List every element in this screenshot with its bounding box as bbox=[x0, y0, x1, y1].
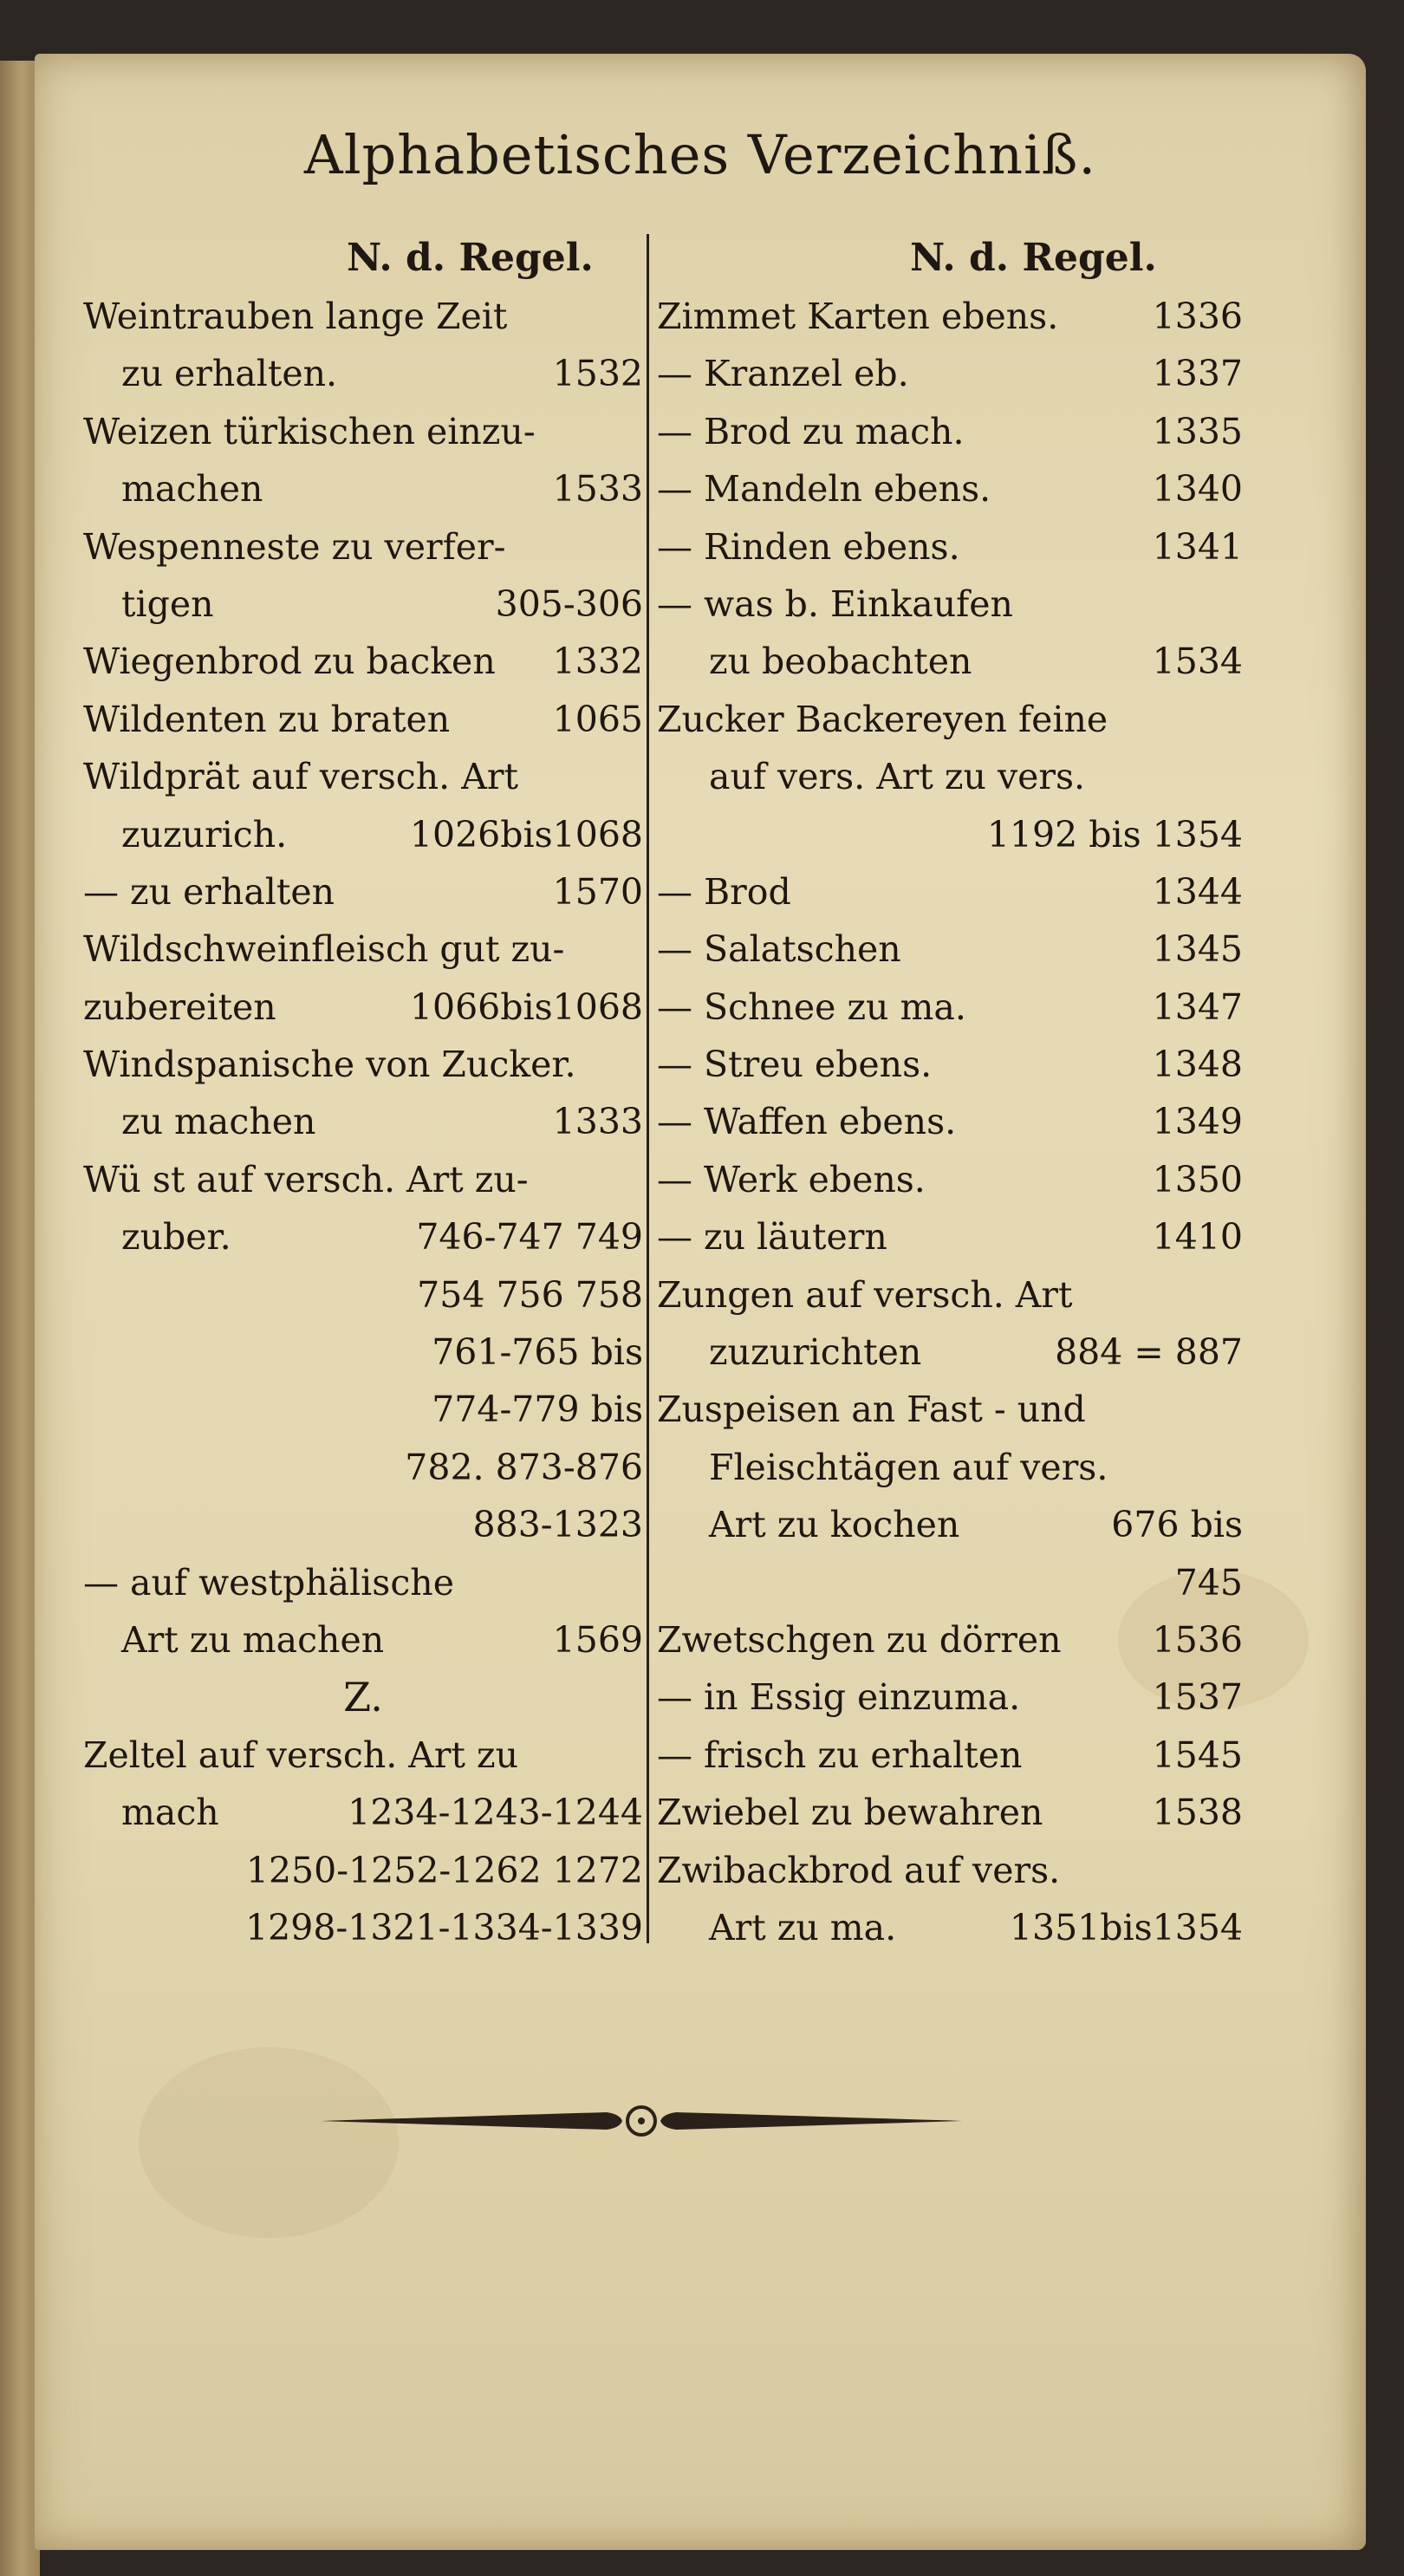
index-entry bbox=[657, 1496, 1243, 1553]
index-entry bbox=[83, 1381, 643, 1438]
index-entry bbox=[83, 1151, 643, 1208]
entry-text: Weizen türkischen einzu- bbox=[83, 410, 536, 452]
index-entry bbox=[83, 1899, 643, 1956]
entry-text: Art zu machen bbox=[121, 1618, 385, 1661]
index-entry bbox=[83, 691, 643, 748]
entry-text: — was b. Einkaufen bbox=[657, 582, 1013, 625]
entry-text: Zwiebel zu bewahren bbox=[657, 1792, 1043, 1834]
index-entry bbox=[657, 1439, 1243, 1496]
right-column-header: N. d. Regel. bbox=[910, 236, 1157, 280]
index-entry bbox=[83, 1554, 643, 1611]
entry-rule-number: 1348 bbox=[1152, 1044, 1243, 1086]
index-entry bbox=[657, 1611, 1243, 1669]
entry-rule-number: 1026bis1068 bbox=[409, 813, 643, 855]
index-entry bbox=[83, 1669, 643, 1726]
index-entry bbox=[83, 1093, 643, 1150]
index-entry bbox=[83, 345, 643, 402]
entry-rule-number: 1536 bbox=[1152, 1618, 1243, 1661]
entry-rule-number: 745 bbox=[1174, 1561, 1243, 1603]
column-divider bbox=[647, 234, 649, 1943]
entry-text: mach bbox=[121, 1792, 219, 1834]
entry-text: Art zu ma. bbox=[709, 1906, 897, 1948]
index-entry bbox=[657, 1727, 1243, 1784]
entry-rule-number: 1410 bbox=[1152, 1216, 1243, 1259]
entry-text: Art zu kochen bbox=[709, 1504, 960, 1546]
index-entry bbox=[657, 1151, 1243, 1208]
index-entry bbox=[83, 1611, 643, 1669]
entry-text: zubereiten bbox=[83, 986, 276, 1028]
index-entry bbox=[83, 576, 643, 633]
index-entry bbox=[83, 1784, 643, 1841]
index-entry bbox=[83, 1842, 643, 1899]
entry-rule-number: 1332 bbox=[552, 641, 643, 683]
entry-rule-number: 1341 bbox=[1152, 525, 1243, 568]
entry-text: Zwibackbrod auf vers. bbox=[657, 1849, 1061, 1891]
index-entry bbox=[83, 1727, 643, 1784]
index-entry bbox=[657, 1784, 1243, 1841]
entry-text: — auf westphälische bbox=[83, 1561, 454, 1603]
entry-rule-number: 1347 bbox=[1152, 986, 1243, 1028]
left-column bbox=[83, 288, 643, 1956]
index-entry bbox=[83, 1266, 643, 1324]
entry-text: zu machen bbox=[121, 1101, 316, 1143]
entry-rule-number: 1336 bbox=[1152, 296, 1243, 337]
entry-text: Zungen auf versch. Art bbox=[657, 1273, 1073, 1316]
index-entry bbox=[83, 460, 643, 517]
index-entry bbox=[657, 460, 1243, 517]
entry-rule-number: 1335 bbox=[1152, 410, 1243, 452]
entry-rule-number: 1333 bbox=[552, 1101, 643, 1143]
index-entry bbox=[657, 633, 1243, 690]
entry-text: — Rinden ebens. bbox=[657, 525, 960, 568]
entry-text: zuzurichten bbox=[709, 1331, 922, 1374]
entry-text: zu beobachten bbox=[709, 641, 972, 683]
index-entry bbox=[83, 518, 643, 576]
entry-text: Wü st auf versch. Art zu- bbox=[83, 1158, 529, 1200]
entry-rule-number: 1545 bbox=[1152, 1734, 1243, 1776]
index-entry bbox=[83, 1208, 643, 1265]
entry-text: zuber. bbox=[121, 1216, 231, 1259]
entry-rule-number: 1250-1252-1262 1272 bbox=[245, 1849, 643, 1891]
entry-text: — Mandeln ebens. bbox=[657, 468, 991, 511]
index-entry bbox=[83, 288, 643, 345]
entry-rule-number: 774-779 bis bbox=[432, 1389, 643, 1431]
entry-rule-number: 884 = 887 bbox=[1055, 1331, 1243, 1374]
entry-text: zuzurich. bbox=[121, 813, 288, 855]
entry-text: tigen bbox=[121, 582, 214, 625]
entry-text: — Salatschen bbox=[657, 928, 901, 971]
entry-rule-number: 1569 bbox=[552, 1618, 643, 1661]
entry-rule-number: 746-747 749 bbox=[416, 1216, 643, 1259]
entry-text: Zuspeisen an Fast - und bbox=[657, 1389, 1086, 1431]
entry-text: Zucker Backereyen feine bbox=[657, 698, 1108, 740]
entry-rule-number: 1534 bbox=[1152, 641, 1243, 683]
entry-rule-number: 1340 bbox=[1152, 468, 1243, 511]
entry-text: — zu läutern bbox=[657, 1216, 887, 1259]
entry-text: — frisch zu erhalten bbox=[657, 1734, 1023, 1776]
entry-rule-number: 761-765 bis bbox=[432, 1331, 643, 1374]
entry-rule-number: 1344 bbox=[1152, 870, 1243, 913]
index-entry bbox=[657, 403, 1243, 460]
entry-text: — Streu ebens. bbox=[657, 1044, 933, 1086]
book-page bbox=[35, 54, 1366, 2550]
index-entry bbox=[657, 979, 1243, 1036]
entry-text: Wiegenbrod zu backen bbox=[83, 641, 496, 683]
index-entry bbox=[83, 1439, 643, 1496]
right-column bbox=[657, 288, 1243, 1956]
entry-rule-number: 1349 bbox=[1152, 1101, 1243, 1143]
index-entry bbox=[83, 863, 643, 920]
index-entry bbox=[83, 806, 643, 863]
index-entry bbox=[657, 1842, 1243, 1899]
entry-rule-number: 1537 bbox=[1152, 1676, 1243, 1719]
entry-rule-number: 1351bis1354 bbox=[1009, 1906, 1243, 1948]
entry-text: — Brod bbox=[657, 870, 791, 913]
entry-rule-number: 1570 bbox=[552, 870, 643, 913]
entry-rule-number: 1345 bbox=[1152, 928, 1243, 971]
entry-rule-number: 1532 bbox=[552, 353, 643, 395]
index-entry bbox=[657, 1554, 1243, 1611]
index-entry bbox=[657, 1036, 1243, 1093]
entry-rule-number: 1234-1243-1244 bbox=[348, 1792, 643, 1834]
entry-text: Zimmet Karten ebens. bbox=[657, 296, 1059, 337]
entry-rule-number: 1350 bbox=[1152, 1158, 1243, 1200]
index-entry bbox=[657, 345, 1243, 402]
entry-rule-number: 883-1323 bbox=[472, 1504, 643, 1546]
entry-rule-number: 1192 bis 1354 bbox=[986, 813, 1243, 855]
entry-rule-number: 782. 873-876 bbox=[405, 1446, 643, 1488]
index-entry bbox=[657, 1324, 1243, 1381]
index-entry bbox=[657, 1669, 1243, 1726]
left-column-header: N. d. Regel. bbox=[347, 236, 594, 280]
entry-rule-number: 1298-1321-1334-1339 bbox=[245, 1906, 643, 1948]
entry-rule-number: 1065 bbox=[552, 698, 643, 740]
index-entry bbox=[657, 691, 1243, 748]
index-entry bbox=[657, 1899, 1243, 1956]
index-entry bbox=[657, 1381, 1243, 1438]
page-title: Alphabetisches Verzeichniß. bbox=[303, 123, 1097, 186]
entry-rule-number: 754 756 758 bbox=[417, 1273, 643, 1316]
entry-rule-number: 676 bis bbox=[1111, 1504, 1243, 1546]
index-entry bbox=[83, 1496, 643, 1553]
entry-rule-number: 1538 bbox=[1152, 1792, 1243, 1834]
entry-rule-number: 1533 bbox=[552, 468, 643, 511]
entry-rule-number: 1337 bbox=[1152, 353, 1243, 395]
entry-text: — zu erhalten bbox=[83, 870, 335, 913]
index-entry bbox=[657, 1208, 1243, 1265]
entry-text: Zwetschgen zu dörren bbox=[657, 1618, 1062, 1661]
entry-text: — Kranzel eb. bbox=[657, 353, 909, 395]
index-entry bbox=[83, 748, 643, 805]
entry-text: auf vers. Art zu vers. bbox=[709, 756, 1086, 798]
index-entry bbox=[83, 1036, 643, 1093]
entry-text: — Schnee zu ma. bbox=[657, 986, 966, 1028]
entry-text: Wespenneste zu verfer- bbox=[83, 525, 506, 568]
index-entry bbox=[657, 806, 1243, 863]
index-entry bbox=[83, 979, 643, 1036]
index-entry bbox=[83, 1324, 643, 1381]
entry-text: Fleischtägen auf vers. bbox=[709, 1446, 1108, 1488]
index-entry bbox=[83, 920, 643, 978]
entry-text: — in Essig einzuma. bbox=[657, 1676, 1021, 1719]
entry-text: Zeltel auf versch. Art zu bbox=[83, 1734, 519, 1776]
index-entry bbox=[657, 920, 1243, 978]
index-entry bbox=[657, 288, 1243, 345]
entry-text: Windspanische von Zucker. bbox=[83, 1044, 576, 1086]
index-entry bbox=[657, 863, 1243, 920]
index-entry bbox=[657, 1093, 1243, 1150]
index-entry bbox=[657, 518, 1243, 576]
entry-text: — Werk ebens. bbox=[657, 1158, 926, 1200]
flourish-ornament-icon bbox=[312, 2095, 971, 2147]
entry-text: — Waffen ebens. bbox=[657, 1101, 957, 1143]
entry-text: Wildprät auf versch. Art bbox=[83, 756, 518, 798]
index-entry bbox=[83, 633, 643, 690]
index-entry bbox=[657, 1266, 1243, 1324]
entry-rule-number: 305-306 bbox=[495, 582, 643, 625]
entry-rule-number: 1066bis1068 bbox=[409, 986, 643, 1028]
index-entry bbox=[657, 748, 1243, 805]
entry-text: Wildschweinfleisch gut zu- bbox=[83, 928, 565, 971]
entry-text: Z. bbox=[343, 1674, 383, 1721]
entry-text: — Brod zu mach. bbox=[657, 410, 965, 452]
entry-text: machen bbox=[121, 468, 263, 511]
index-entry bbox=[83, 403, 643, 460]
entry-text: zu erhalten. bbox=[121, 353, 338, 395]
entry-text: Weintrauben lange Zeit bbox=[83, 296, 508, 337]
index-entry bbox=[657, 576, 1243, 633]
entry-text: Wildenten zu braten bbox=[83, 698, 451, 740]
